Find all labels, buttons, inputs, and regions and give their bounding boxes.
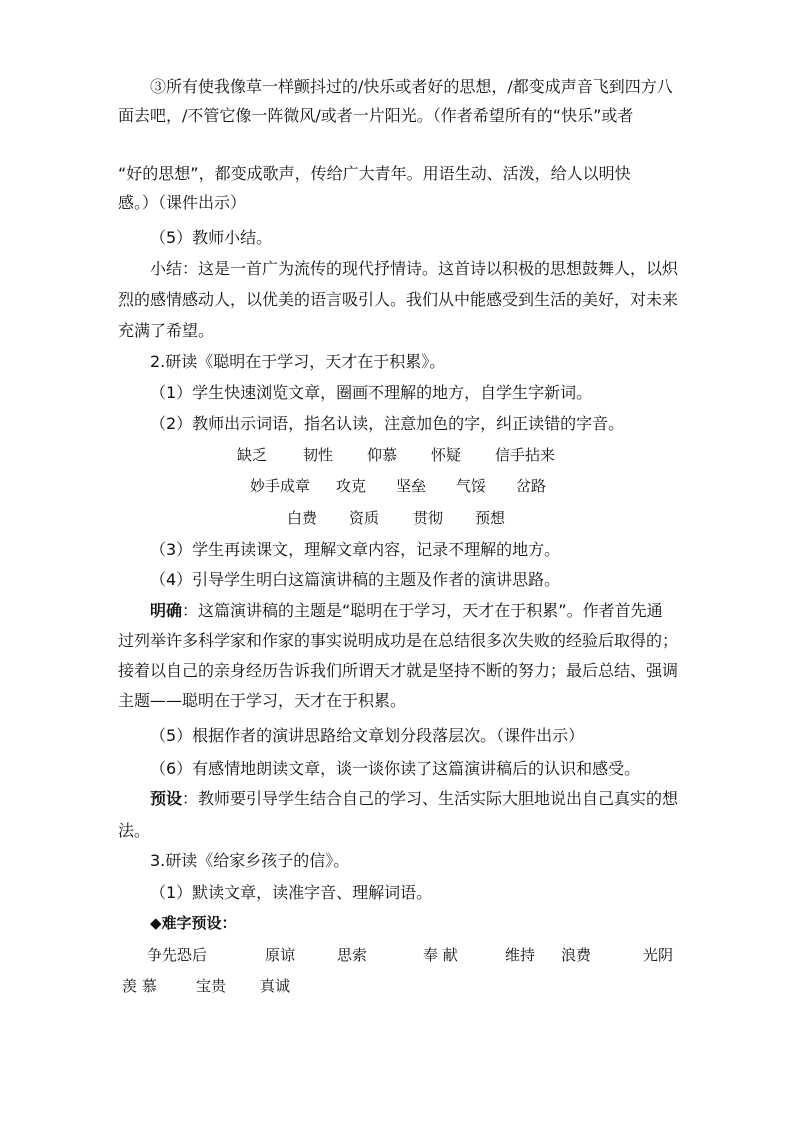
hard-words-label: ◆难字预设： — [150, 914, 237, 932]
word: 坚垒 — [396, 477, 427, 495]
summary-line2: 烈的感情感动人，以优美的语言吸引人。我们从中能感受到生活的美好，对未来 — [118, 290, 679, 309]
hard-word: 宝贵 — [196, 977, 227, 995]
para3-line2-poem: 面去吧，/不管它像一阵微风/或者一片阳光。 — [118, 106, 433, 125]
para3-line4: 感。）（课件出示） — [118, 193, 247, 212]
section3-step1: （1）默读文章，读准字音、理解词语。 — [150, 883, 433, 902]
hard-word: 浪费 — [561, 946, 592, 964]
section2-step1: （1）学生快速浏览文章，圈画不理解的地方，自学生字新词。 — [150, 383, 593, 402]
word-row-1 — [237, 443, 555, 467]
hard-word: 思索 — [337, 946, 368, 964]
word-row-2 — [250, 474, 546, 498]
para3-line3: “好的思想”，都变成歌声，传给广大青年。用语生动、活泼，给人以明快 — [118, 164, 631, 183]
hard-word: 维持 — [505, 946, 536, 964]
word: 白费 — [287, 509, 318, 527]
word: 缺乏 — [237, 446, 268, 464]
clarify-line3: 接着以自己的亲身经历告诉我们所谓天才就是坚持不断的努力；最后总结、强调 — [118, 661, 679, 680]
word: 信手拈来 — [495, 446, 556, 464]
para3-line2-note: （作者希望所有的“快乐”或者 — [432, 106, 634, 125]
word: 岔路 — [516, 477, 547, 495]
clarify-line1 — [150, 598, 663, 624]
word: 攻克 — [336, 477, 367, 495]
hard-row-1 — [147, 943, 673, 967]
word: 韧性 — [303, 446, 334, 464]
preset-line2: 法。 — [118, 821, 151, 840]
word: 仰慕 — [367, 446, 398, 464]
preset-text: ：教师要引导学生结合自己的学习、生活实际大胆地说出自己真实的想 — [182, 789, 679, 808]
word: 资质 — [349, 509, 380, 527]
preset-line1 — [150, 786, 678, 812]
word: 妙手成章 — [250, 477, 311, 495]
hard-row-2 — [122, 974, 290, 998]
section2-step6: （6）有感情地朗读文章，谈一谈你读了这篇演讲稿后的认识和感受。 — [150, 759, 641, 778]
word-row-3 — [287, 506, 505, 530]
section2-step4: （4）引导学生明白这篇演讲稿的主题及作者的演讲思路。 — [150, 570, 561, 589]
summary-line3: 充满了希望。 — [118, 321, 215, 340]
word: 预想 — [475, 509, 506, 527]
section2-step2: （2）教师出示词语，指名认读，注意加色的字，纠正读错的字音。 — [150, 414, 625, 433]
section2-step3: （3）学生再读课文，理解文章内容，记录不理解的地方。 — [150, 540, 561, 559]
clarify-text: ：这篇演讲稿的主题是“聪明在于学习，天才在于积累”。作者首先通 — [182, 601, 663, 620]
section2-title: 2.研读《聪明在于学习，天才在于积累》。 — [150, 352, 446, 371]
hard-word: 真诚 — [260, 977, 291, 995]
hard-word: 奉 献 — [423, 946, 458, 964]
para3-line1: ③所有使我像草一样颤抖过的/快乐或者好的思想，/都变成声音飞到四方八 — [150, 77, 673, 96]
hard-word: 争先恐后 — [147, 946, 208, 964]
hard-word: 原谅 — [265, 946, 296, 964]
word: 气馁 — [456, 477, 487, 495]
summary-line1: 小结：这是一首广为流传的现代抒情诗。这首诗以积极的思想鼓舞人，以炽 — [150, 259, 679, 278]
step-5: （5）教师小结。 — [150, 228, 273, 247]
clarify-line2: 过列举许多科学家和作家的事实说明成功是在总结很多次失败的经验后取得的； — [118, 631, 679, 650]
para3-line2 — [118, 103, 633, 129]
section3-title: 3.研读《给家乡孩子的信》。 — [150, 851, 350, 870]
word: 贯彻 — [413, 509, 444, 527]
hard-word: 光阴 — [643, 946, 674, 964]
clarify-line4: 主题——聪明在于学习，天才在于积累。 — [118, 691, 407, 710]
hard-word: 羡 慕 — [122, 977, 157, 995]
preset-label: 预设 — [150, 789, 183, 808]
section2-step5: （5）根据作者的演讲思路给文章划分段落层次。（课件出示） — [150, 726, 585, 745]
clarify-label: 明确 — [150, 601, 183, 620]
word: 怀疑 — [431, 446, 462, 464]
